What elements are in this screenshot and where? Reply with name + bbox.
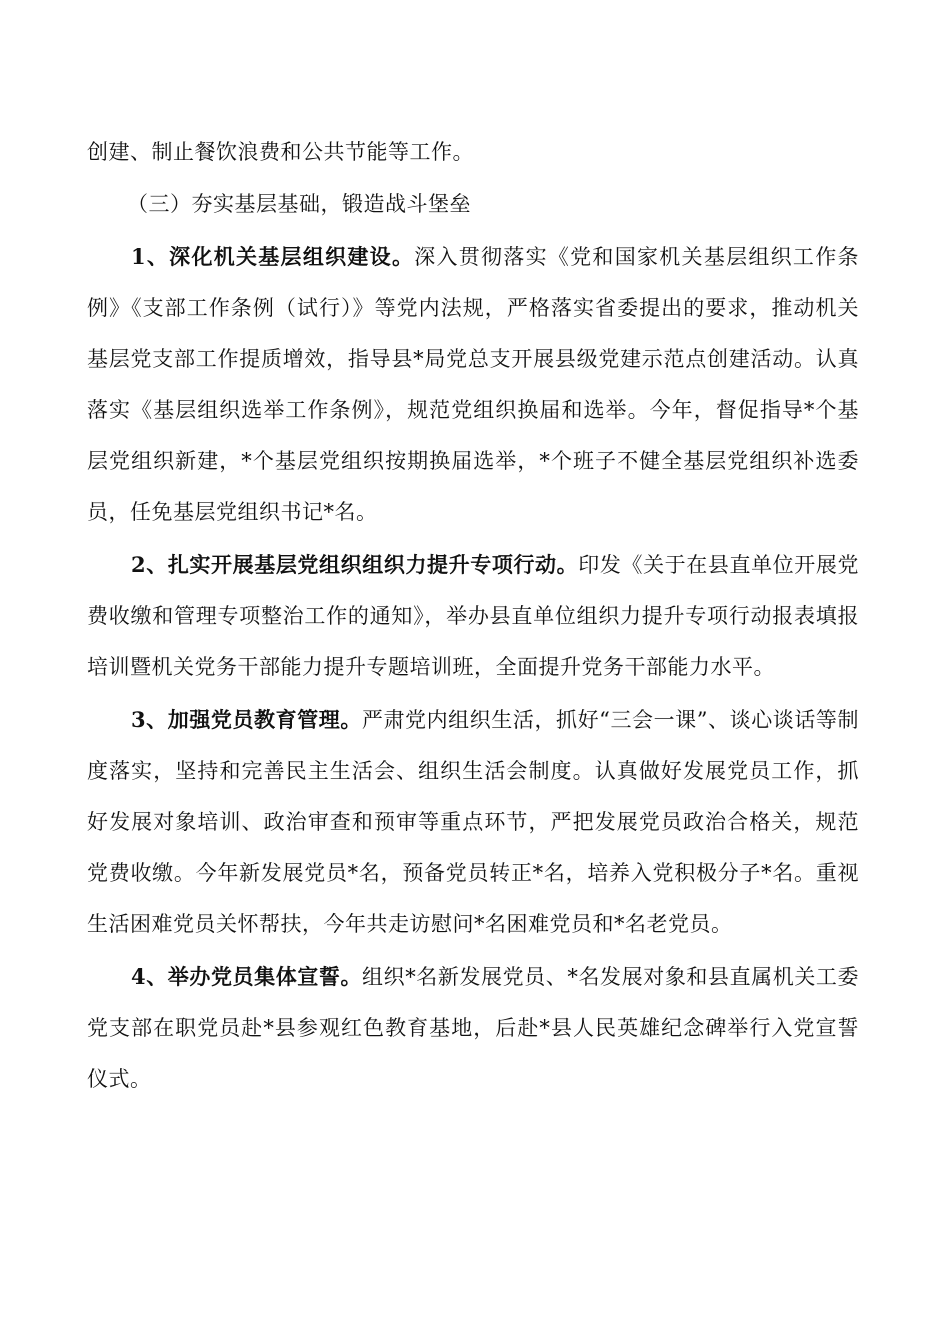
paragraph-4-lead: 4、举办党员集体宣誓。 [131,964,363,989]
paragraph-4-body: 组织*名新发展党员、*名发展对象和县直属机关工委党支部在职党员赴*县参观红色教育基地，后赴*县人民英雄纪念碑举行入党宣誓仪式。 [87,965,859,1091]
paragraph-2 [87,539,859,693]
paragraph-3 [87,694,859,950]
section-heading-text: （三）夯实基层基础，锻造战斗堡垒 [127,192,471,216]
continuation-text-content: 创建、制止餐饮浪费和公共节能等工作。 [87,140,474,164]
paragraph-2-lead: 2、扎实开展基层党组织组织力提升专项行动。 [131,552,579,577]
document-body [87,127,859,1105]
paragraph-1 [87,231,859,538]
section-heading [127,179,859,230]
paragraph-4 [87,951,859,1105]
paragraph-2-body: 印发《关于在县直单位开展党费收缴和管理专项整治工作的通知》，举办县直单位组织力提升专项行动报表填报培训暨机关党务干部能力提升专题培训班，全面提升党务干部能力水平。 [87,553,859,679]
paragraph-3-body: 严肃党内组织生活，抓好“三会一课”、谈心谈话等制度落实，坚持和完善民主生活会、组织生活会制度。认真做好发展党员工作，抓好发展对象培训、政治审查和预审等重点环节，严把发展党员政治合格关，规范党费收缴。今年新发展党员*名，预备党员转正*名，培养入党积极分子*名。重视生活困难党员关怀帮扶，今年共走访慰问*名困难党员和*名老党员。 [87,708,859,936]
continuation-text [87,127,859,178]
paragraph-1-body: 深入贯彻落实《党和国家机关基层组织工作条例》《支部工作条例（试行）》等党内法规，严格落实省委提出的要求，推动机关基层党支部工作提质增效，指导县*局党总支开展县级党建示范点创建活动。认真落实《基层组织选举工作条例》，规范党组织换届和选举。今年，督促指导*个基层党组织新建，*个基层党组织按期换届选举，*个班子不健全基层党组织补选委员，任免基层党组织书记*名。 [87,245,859,524]
paragraph-3-lead: 3、加强党员教育管理。 [131,707,362,732]
paragraph-1-lead: 1、深化机关基层组织建设。 [131,244,415,269]
